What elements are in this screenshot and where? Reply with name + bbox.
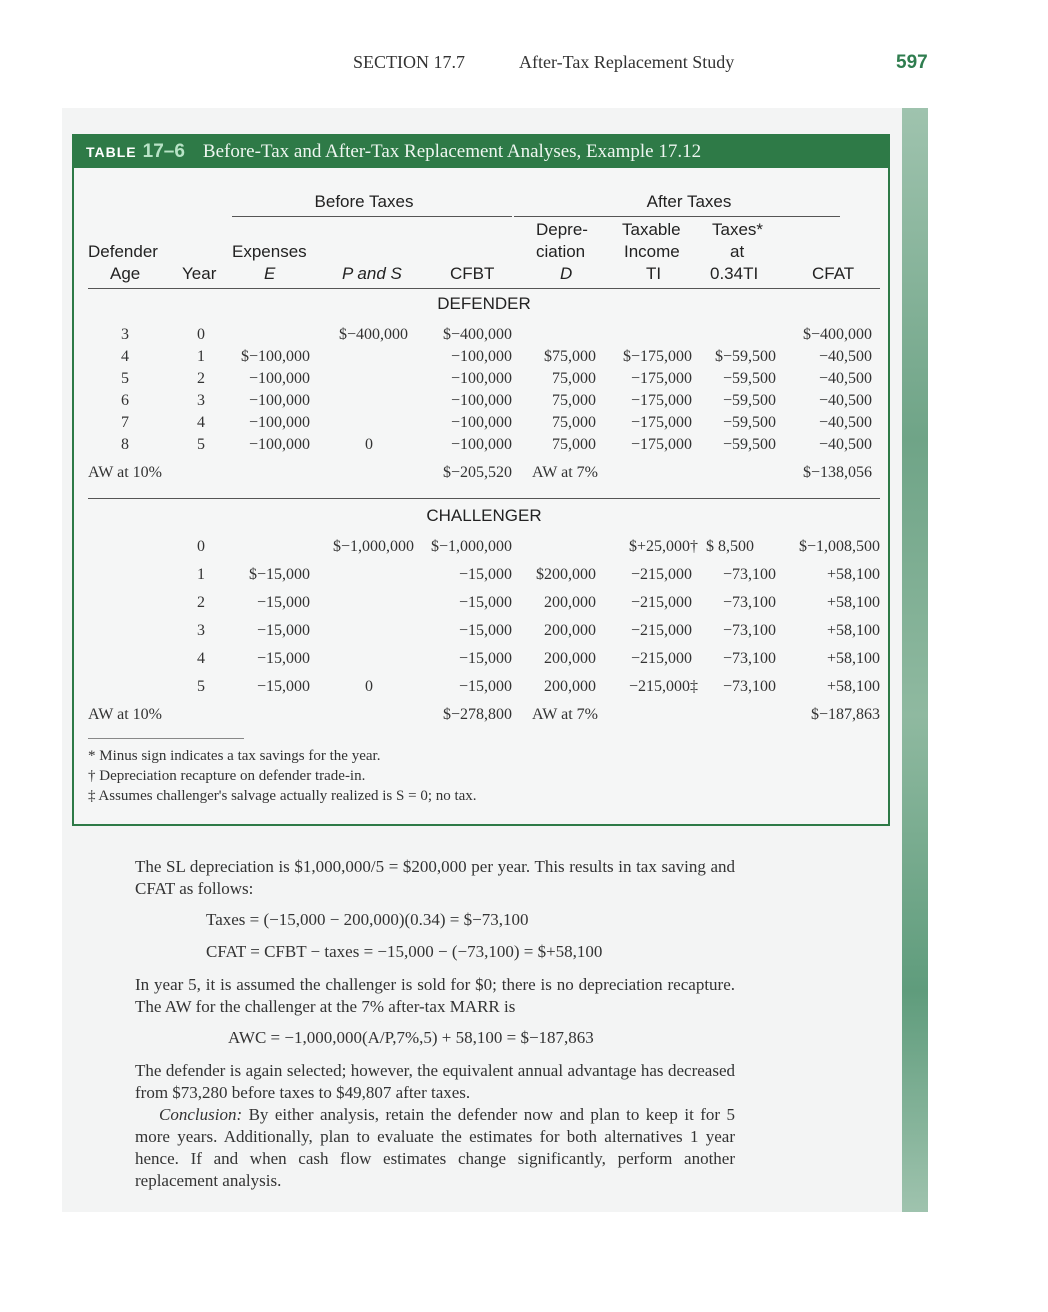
col-age: Age: [110, 264, 141, 283]
col-year: Year: [182, 264, 217, 283]
table-number: 17–6: [142, 141, 185, 162]
defender-aw-cfat: $−138,056: [802, 464, 872, 481]
conclusion-label: Conclusion:: [159, 1105, 243, 1124]
col-expenses-symbol: E: [264, 264, 276, 283]
paragraph-conclusion: [135, 1104, 735, 1192]
group-after-taxes: After Taxes: [646, 192, 732, 211]
table-title-bar: [74, 136, 888, 168]
col-defender: Defender: [88, 242, 158, 261]
equation-aw-challenger: AWC = −1,000,000(A/P,7%,5) + 58,100 = $−187,863: [228, 1028, 594, 1047]
col-taxes-3: 0.34TI: [710, 264, 759, 283]
table-label: TABLE: [86, 144, 137, 160]
challenger-aw-label: AW at 10%: [88, 706, 162, 723]
header-rule: [88, 288, 880, 289]
col-cfat: CFAT: [812, 264, 855, 283]
col-depreciation-1: Depre-: [536, 220, 588, 239]
challenger-aw-label-after: AW at 7%: [532, 706, 598, 723]
col-cfbt: CFBT: [450, 264, 495, 283]
equation-cfat: CFAT = CFBT − taxes = −15,000 − (−73,100) = $+58,100: [206, 942, 603, 961]
defender-aw-label: AW at 10%: [88, 464, 162, 481]
footnote-1: * Minus sign indicates a tax savings for the year.: [88, 748, 381, 764]
page-number: 597: [896, 52, 928, 73]
col-expenses: Expenses: [232, 242, 307, 261]
defender-aw-cfbt: $−205,520: [442, 464, 512, 481]
page-edge-decoration: [902, 108, 928, 1212]
challenger-aw-cfbt: $−278,800: [442, 706, 512, 723]
col-depreciation-2: ciation: [536, 242, 586, 261]
section-label: SECTION 17.7: [353, 52, 465, 72]
table-caption: Before-Tax and After-Tax Replacement Analyses, Example 17.12: [202, 141, 702, 162]
table-17-6: TABLE 17–6 Before-Tax and After-Tax Replacement Analyses, Example 17.12 Before Taxes After Taxes Defender Age Year Expenses E P and S CFBT Depre- ciation D Taxable Income TI Taxes* at 0.34TI CFAT DEFENDER 3 0 $−400,000 $−400,000 $−400,000 4 1 $−100,000 −100,000 $75,000 $−175,000 $−59,500 −40,500 5 2 −100,000 −100,000 75,000 −175,000 −59,500 −40,500 6 3 −100,000 −100,000 75,000 −175,000 −59,500 −40,500 7 4 −100,000 −100,000 75,000 −175,000 −59,500 −40,500 8 5 −100,000 0 −100,000 75,000 −175,000 −59,500 −40,500 AW at 10% $−205,520 AW at 7% $−138,056 CHALLENGER 0 $−1,000,000 $−1,000,000 $+25,000† $ 8,500 $−1,008,500 1 $−15,000 −15,000 $200,000 −215,000 −73,100 +58,100 2 −15,000 −15,000 200,000 −215,000 −73,100 +58,100 3 −15,000 −15,000 200,000 −215,000 −73,100 +58,100 4 −15,000 −15,000 200,000 −215,000 −73,100 +58,100 5 −15,000 0 −15,000 200,000 −215,000‡ −73,100 +58,100 AW at 10% $−278,800 AW at 7% $−187,863 * Minus sign indicates a tax savings for the year. † Depreciation recapture on defender trade-in. ‡ Assumes challenger's salvage actually realized is S = 0; no tax.: [72, 134, 890, 826]
section-divider: [88, 498, 880, 499]
equation-taxes: Taxes = (−15,000 − 200,000)(0.34) = $−73,100: [206, 910, 529, 929]
after-taxes-rule: [514, 216, 840, 217]
footnote-2: † Depreciation recapture on defender trade-in.: [88, 768, 366, 784]
conclusion-text: By either analysis, retain the defender now and plan to keep it for 5 more years. Additionally, plan to evaluate the estimates for both alternatives 1 year hence. If and when cash flow estimates change significantly, perform another replacement analysis.: [135, 1105, 736, 1190]
challenger-aw-cfat: $−187,863: [810, 706, 880, 723]
running-title: After-Tax Replacement Study: [519, 52, 735, 72]
footnote-rule: [88, 738, 244, 739]
paragraph-defender-selected: The defender is again selected; however, the equivalent annual advantage has decreased from $73,280 before taxes to $49,807 after taxes.: [135, 1061, 735, 1102]
col-taxable-2: Income: [624, 242, 680, 261]
col-taxes-2: at: [730, 242, 745, 261]
col-taxes-1: Taxes*: [712, 220, 764, 239]
defender-aw-label-after: AW at 7%: [532, 464, 598, 481]
group-before-taxes: Before Taxes: [314, 192, 414, 211]
col-depreciation-symbol: D: [560, 264, 573, 283]
before-taxes-rule: [232, 216, 512, 217]
col-p-and-s: P and S: [342, 264, 402, 283]
paragraph-year5: In year 5, it is assumed the challenger is sold for $0; there is no depreciation recapture. The AW for the challenger at the 7% after-tax MARR is: [135, 975, 735, 1016]
defender-heading: DEFENDER: [437, 294, 531, 313]
challenger-heading: CHALLENGER: [426, 506, 542, 525]
col-taxable-1: Taxable: [622, 220, 681, 239]
col-taxable-symbol: TI: [646, 264, 662, 283]
footnote-3: ‡ Assumes challenger's salvage actually realized is S = 0; no tax.: [88, 788, 477, 804]
paragraph-depreciation: The SL depreciation is $1,000,000/5 = $200,000 per year. This results in tax saving and CFAT as follows:: [135, 857, 735, 898]
